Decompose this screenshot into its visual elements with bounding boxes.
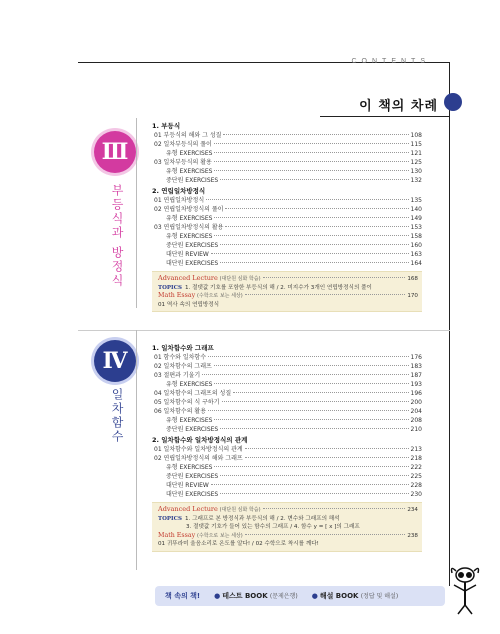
toc-entry-page: 204 xyxy=(410,408,422,415)
topics-line: 1. 그래프로 본 방정식과 부등식의 해 / 2. 변수와 그래프의 해석 xyxy=(184,515,340,522)
section-title: 일차함수 xyxy=(110,388,124,444)
toc-entry-label: 04 일차함수의 그래프의 성질 xyxy=(154,390,232,397)
math-essay-line: 01 역사 속의 연립방정식 xyxy=(158,301,220,308)
toc-entry-page: 163 xyxy=(410,251,422,258)
toc-entry-label: 02 연립일차방정식의 풀이 xyxy=(154,206,224,213)
toc-list xyxy=(152,120,422,312)
advanced-lecture-title: Advanced Lecture xyxy=(158,274,218,282)
dot-leader xyxy=(214,365,409,366)
contents-label: CONTENTS xyxy=(351,58,430,65)
toc-entry xyxy=(152,214,422,223)
toc-entry xyxy=(152,196,422,205)
dot-leader xyxy=(223,134,408,135)
dot-leader xyxy=(211,253,409,254)
toc-entry-label: 중단원 EXERCISES xyxy=(166,177,219,184)
dot-leader xyxy=(245,448,409,449)
test-book-label: 테스트 BOOK xyxy=(222,592,268,600)
toc-entry xyxy=(152,353,422,362)
toc-entry xyxy=(152,380,422,389)
section-title: 부등식과 방정식 xyxy=(110,184,124,288)
toc-chapter-heading: 1. 부등식 xyxy=(152,122,181,130)
title-underline xyxy=(320,116,450,117)
topics-line: 3. 절댓값 기호가 들어 있는 함수의 그래프 / 4. 함수 y = [ x ]의 그래프 xyxy=(186,524,360,530)
dot-leader xyxy=(214,143,409,144)
dot-leader xyxy=(214,419,408,420)
toc-entry xyxy=(152,389,422,398)
math-essay-page: 170 xyxy=(407,293,418,299)
math-essay-sub: (수학으로 보는 세상) xyxy=(196,293,243,299)
math-essay-label xyxy=(158,292,243,301)
advanced-lecture-row xyxy=(158,505,418,515)
dot-leader xyxy=(211,484,409,485)
math-essay-title: Math Essay xyxy=(158,292,196,299)
dot-leader xyxy=(233,392,408,393)
advanced-lecture-sub: (대단원 심화 학습) xyxy=(219,276,261,282)
toc-entry-page: 176 xyxy=(410,354,422,361)
toc-chapter-heading: 2. 일차함수와 일차방정식의 관계 xyxy=(152,436,248,444)
toc-entry-page: 228 xyxy=(410,482,422,489)
toc-entry-page: 132 xyxy=(410,177,422,184)
dot-leader xyxy=(214,235,408,236)
toc-entry-label: 유형 EXERCISES xyxy=(166,381,213,388)
advanced-lecture-label xyxy=(158,505,261,515)
toc-entry xyxy=(152,407,422,416)
advanced-lecture-page: 234 xyxy=(407,507,418,513)
dot-leader xyxy=(214,170,408,171)
dot-leader xyxy=(220,262,408,263)
toc-entry-page: 196 xyxy=(410,390,422,397)
dot-leader xyxy=(220,179,408,180)
toc-entry-page: 125 xyxy=(410,159,422,166)
dot-leader xyxy=(214,161,409,162)
toc-entry xyxy=(152,131,422,140)
toc-entry-label: 유형 EXERCISES xyxy=(166,150,213,157)
toc-entry-label: 중단원 EXERCISES xyxy=(166,242,219,249)
toc-entry xyxy=(152,250,422,259)
toc-entry-page: 210 xyxy=(410,426,422,433)
advanced-lecture-label xyxy=(158,274,261,284)
toc-entry-label: 03 연립일차방정식의 활용 xyxy=(154,224,224,231)
toc-entry-page: 187 xyxy=(410,372,422,379)
advanced-lecture-row xyxy=(158,274,418,284)
toc-entry xyxy=(152,205,422,214)
math-essay-title: Math Essay xyxy=(158,531,196,539)
toc-entry-page: 121 xyxy=(410,150,422,157)
dot-leader xyxy=(220,428,408,429)
bullet-icon: ● xyxy=(214,592,221,600)
toc-entry-label: 대단원 REVIEW xyxy=(166,482,209,489)
toc-entry xyxy=(152,445,422,454)
supplement-box xyxy=(152,271,422,312)
toc-entry-page: 225 xyxy=(410,473,422,480)
toc-list xyxy=(152,342,422,552)
page-title-bar xyxy=(300,95,460,114)
answer-book-item xyxy=(312,591,398,601)
toc-entry xyxy=(152,463,422,472)
toc-entry-label: 유형 EXERCISES xyxy=(166,464,213,471)
topics-line: 1. 절댓값 기호를 포함한 부등식의 해 / 2. 미지수가 3개인 연립방정식의 풀이 xyxy=(184,284,372,291)
dot-leader xyxy=(206,199,408,200)
toc-entry xyxy=(152,241,422,250)
toc-entry-label: 01 연립일차방정식 xyxy=(154,197,205,204)
dot-leader xyxy=(214,152,408,153)
toc-entry-page: 140 xyxy=(410,206,422,213)
roman-numeral-badge: Ⅲ xyxy=(94,131,136,173)
toc-entry-page: 130 xyxy=(410,168,422,175)
mascot-icon xyxy=(448,565,482,615)
toc-entry xyxy=(152,371,422,380)
toc-entry-page: 158 xyxy=(410,233,422,240)
roman-numeral-badge: Ⅳ xyxy=(94,340,136,382)
toc-entry-label: 대단원 EXERCISES xyxy=(166,491,219,498)
toc-entry-label: 유형 EXERCISES xyxy=(166,168,213,175)
toc-entry-page: 108 xyxy=(410,132,422,139)
toc-entry-page: 230 xyxy=(410,491,422,498)
footer-banner xyxy=(155,586,445,606)
toc-entry xyxy=(152,472,422,481)
dot-leader xyxy=(214,217,408,218)
toc-entry-page: 160 xyxy=(410,242,422,249)
dot-leader xyxy=(208,410,409,411)
footer-lead: 책 속의 책! xyxy=(165,592,201,600)
toc-entry-page: 200 xyxy=(410,399,422,406)
toc-chapter-heading: 2. 연립일차방정식 xyxy=(152,187,206,195)
toc-entry-page: 222 xyxy=(410,464,422,471)
math-essay-line: 01 귀뚜라미 울음소리로 온도를 알다! / 02 수학으로 착시를 깨다! xyxy=(158,541,319,547)
math-essay-sub: (수학으로 보는 세상) xyxy=(196,532,243,539)
advanced-lecture-sub: (대단원 심화 학습) xyxy=(219,507,261,513)
toc-entry xyxy=(152,140,422,149)
dot-leader xyxy=(245,294,406,295)
toc-entry-page: 213 xyxy=(410,446,422,453)
toc-entry xyxy=(152,149,422,158)
bullet-icon: ● xyxy=(311,592,318,600)
toc-entry-label: 01 일차함수와 일차방정식의 관계 xyxy=(154,446,243,453)
dot-leader xyxy=(202,374,408,375)
toc-entry-page: 115 xyxy=(410,141,422,148)
section-iv xyxy=(78,330,450,580)
toc-entry-page: 208 xyxy=(410,417,422,424)
dot-leader xyxy=(220,475,408,476)
test-book-sub: (문제은행) xyxy=(269,593,298,600)
dot-leader xyxy=(245,457,409,458)
toc-chapter-heading: 1. 일차함수와 그래프 xyxy=(152,344,214,352)
toc-entry xyxy=(152,481,422,490)
page-title: 이 책의 차례 xyxy=(359,99,438,114)
toc-entry-label: 대단원 EXERCISES xyxy=(166,260,219,267)
toc-entry-label: 02 일차함수의 그래프 xyxy=(154,363,212,370)
math-essay-row xyxy=(158,532,418,541)
dot-leader xyxy=(263,508,406,509)
math-essay-row xyxy=(158,292,418,301)
toc-entry-label: 05 일차함수의 식 구하기 xyxy=(154,399,220,406)
advanced-lecture-page: 168 xyxy=(407,276,418,282)
toc-entry xyxy=(152,223,422,232)
supplement-box xyxy=(152,502,422,552)
section-rule xyxy=(136,330,137,570)
toc-entry-label: 01 함수와 일차함수 xyxy=(154,354,207,361)
dot-leader xyxy=(220,244,408,245)
topics-tag: TOPICS xyxy=(158,515,182,522)
toc-entry-label: 유형 EXERCISES xyxy=(166,233,213,240)
toc-entry xyxy=(152,425,422,434)
toc-entry-page: 193 xyxy=(410,381,422,388)
test-book-item xyxy=(214,591,298,601)
topics-row xyxy=(158,284,418,293)
topics-row xyxy=(158,515,418,524)
toc-entry xyxy=(152,454,422,463)
topics-row xyxy=(158,523,418,532)
toc-entry xyxy=(152,398,422,407)
toc-entry xyxy=(152,416,422,425)
toc-entry-page: 218 xyxy=(410,455,422,462)
toc-entry-page: 149 xyxy=(410,215,422,222)
dot-leader xyxy=(214,466,408,467)
answer-book-label: 해설 BOOK xyxy=(319,592,359,600)
toc-entry-label: 01 부등식의 해와 그 성질 xyxy=(154,132,222,139)
toc-entry xyxy=(152,259,422,268)
toc-entry xyxy=(152,490,422,499)
answer-book-sub: (정답 및 해설) xyxy=(360,593,399,600)
toc-entry-label: 02 일차부등식의 풀이 xyxy=(154,141,212,148)
toc-entry-label: 중단원 EXERCISES xyxy=(166,473,219,480)
toc-entry xyxy=(152,176,422,185)
toc-entry-label: 중단원 EXERCISES xyxy=(166,426,219,433)
toc-entry-label: 유형 EXERCISES xyxy=(166,215,213,222)
toc-entry-page: 153 xyxy=(410,224,422,231)
math-essay-page: 238 xyxy=(407,532,418,539)
dot-leader xyxy=(225,226,408,227)
dot-leader xyxy=(245,534,406,535)
dot-leader xyxy=(222,401,409,402)
toc-entry-label: 02 연립일차방정식의 해와 그래프 xyxy=(154,455,243,462)
toc-entry-label: 03 일차부등식의 활용 xyxy=(154,159,212,166)
toc-entry-page: 183 xyxy=(410,363,422,370)
title-dot-icon xyxy=(444,93,462,111)
toc-entry-label: 대단원 REVIEW xyxy=(166,251,209,258)
advanced-lecture-title: Advanced Lecture xyxy=(158,505,218,513)
toc-entry xyxy=(152,167,422,176)
section-iii xyxy=(78,118,450,330)
toc-entry-label: 03 절편과 기울기 xyxy=(154,372,201,379)
toc-entry-page: 135 xyxy=(410,197,422,204)
math-essay-label xyxy=(158,532,243,541)
topics-tag: TOPICS xyxy=(158,284,182,291)
toc-entry xyxy=(152,158,422,167)
toc-entry-label: 06 일차함수의 활용 xyxy=(154,408,207,415)
dot-leader xyxy=(225,208,408,209)
toc-entry-page: 164 xyxy=(410,260,422,267)
section-rule xyxy=(136,118,137,308)
dot-leader xyxy=(214,383,408,384)
dot-leader xyxy=(263,277,406,278)
toc-entry xyxy=(152,362,422,371)
dot-leader xyxy=(208,356,409,357)
dot-leader xyxy=(220,493,408,494)
toc-entry xyxy=(152,232,422,241)
toc-entry-label: 유형 EXERCISES xyxy=(166,417,213,424)
